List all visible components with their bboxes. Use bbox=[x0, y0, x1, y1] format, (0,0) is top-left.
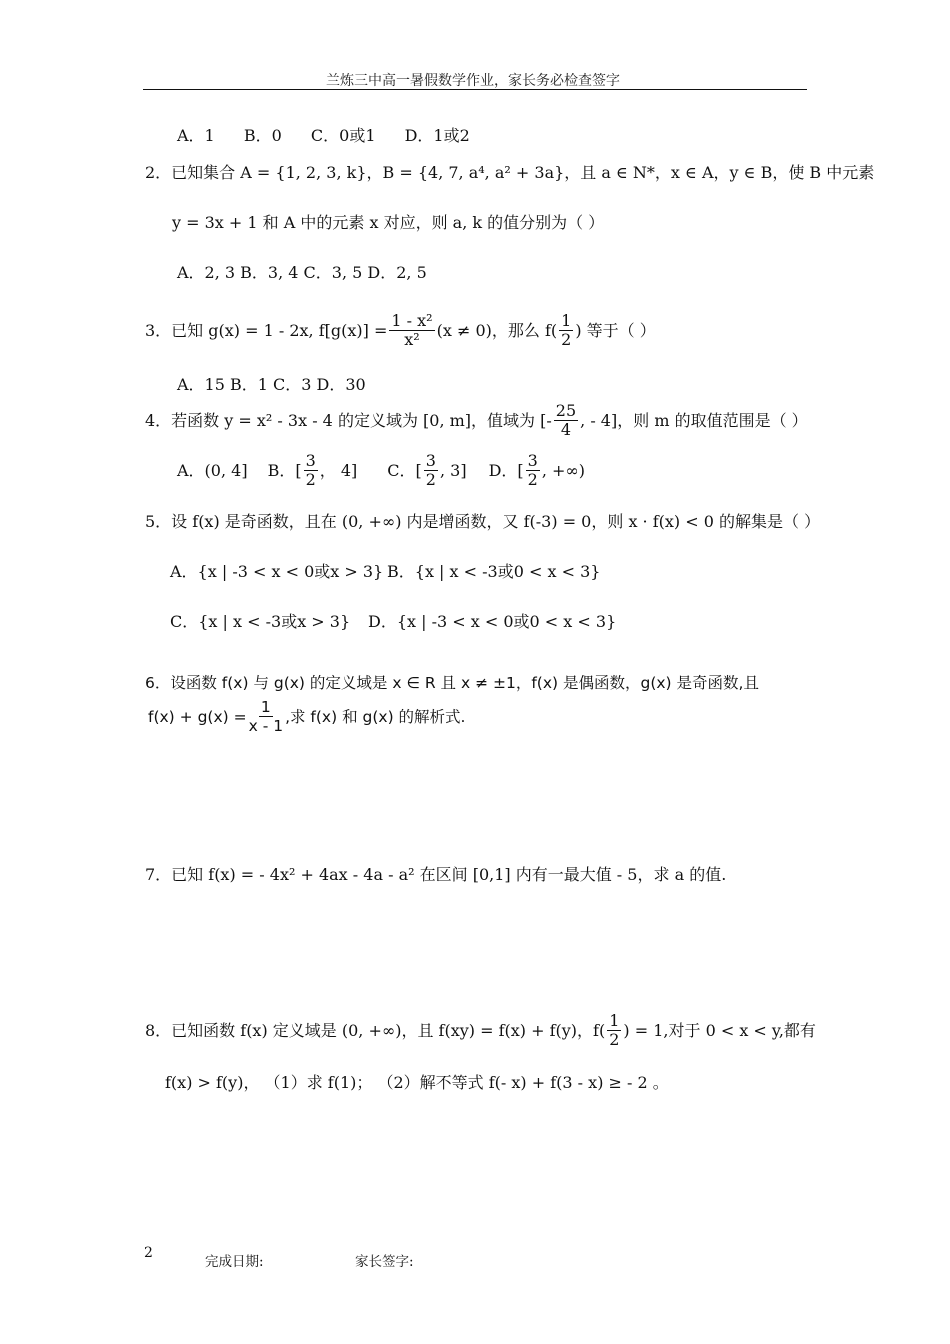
q5-option-b: B．{x | x < -3或0 < x < 3} bbox=[387, 562, 601, 581]
q4-option-d-num: 3 bbox=[527, 451, 538, 470]
page-header-title: 兰炼三中高一暑假数学作业，家长务必检查签字 bbox=[326, 73, 620, 89]
q1-option-b: B．0 bbox=[243, 126, 282, 145]
q3-fraction-denominator: x² bbox=[404, 330, 420, 349]
q5-stem: 5．设 f(x) 是奇函数，且在 (0, +∞) 内是增函数，又 f(-3) = 0，则 x · f(x) < 0 的解集是（ ） bbox=[145, 512, 821, 531]
q6-fraction-numerator: 1 bbox=[260, 698, 271, 716]
q1-option-c: C．0或1 bbox=[310, 126, 376, 145]
q4-option-c-pre: C．[ bbox=[387, 460, 422, 480]
header-rule bbox=[143, 89, 807, 90]
q4-option-d-post: , +∞) bbox=[541, 460, 585, 480]
q4-prefix: 4．若函数 y = x² - 3x - 4 的定义域为 [0, m]，值域为 [- bbox=[145, 410, 552, 430]
q4-suffix: , - 4]，则 m 的取值范围是（ ） bbox=[580, 410, 808, 430]
q5-option-c: C．{x | x < -3或x > 3} bbox=[170, 612, 351, 631]
q4-options bbox=[177, 452, 585, 489]
q4-option-b-num: 3 bbox=[305, 451, 316, 470]
q8-line1-prefix: 8．已知函数 f(x) 定义域是 (0, +∞)，且 f(xy) = f(x) + f(y)，f( bbox=[145, 1020, 606, 1040]
q8-half-fraction bbox=[607, 1012, 621, 1049]
q4-option-b-post: ， 4] bbox=[319, 460, 358, 480]
q8-stem-line1 bbox=[145, 1012, 816, 1049]
q8-stem-line2: f(x) > f(y)， （1）求 f(1)； （2）解不等式 f(- x) + f(3 - x) ≥ - 2 。 bbox=[165, 1073, 669, 1092]
q4-option-d-den: 2 bbox=[527, 470, 538, 489]
q4-option-c-den: 2 bbox=[425, 470, 436, 489]
q6-line2-prefix: f(x) + g(x) = bbox=[148, 707, 247, 726]
q6-stem-line1: 6．设函数 f(x) 与 g(x) 的定义域是 x ∈ R 且 x ≠ ±1，f(x) 是偶函数，g(x) 是奇函数,且 bbox=[145, 674, 759, 692]
completion-date-label: 完成日期: bbox=[205, 1254, 264, 1270]
q4-option-c-num: 3 bbox=[425, 451, 436, 470]
q3-options: A．15 B．1 C．3 D．30 bbox=[177, 375, 366, 394]
q8-half-denominator: 2 bbox=[609, 1030, 620, 1049]
q2-stem-line1: 2．已知集合 A = {1, 2, 3, k}，B = {4, 7, a⁴, a² + 3a}，且 a ∈ N*，x ∈ A，y ∈ B，使 B 中元素 bbox=[145, 163, 875, 182]
q3-half-fraction bbox=[559, 312, 573, 349]
q3-mid: (x ≠ 0)，那么 f( bbox=[436, 320, 558, 340]
q1-option-d: D．1或2 bbox=[404, 126, 470, 145]
q7-stem: 7．已知 f(x) = - 4x² + 4ax - 4a - a² 在区间 [0,1] 内有一最大值 - 5，求 a 的值. bbox=[145, 865, 727, 884]
q4-option-b-pre: B．[ bbox=[267, 460, 302, 480]
q3-fraction bbox=[389, 312, 434, 349]
parent-signature-label: 家长签字: bbox=[355, 1254, 414, 1270]
q6-line2-suffix: ,求 f(x) 和 g(x) 的解析式. bbox=[285, 707, 466, 726]
q1-options bbox=[177, 126, 470, 146]
q4-option-b-den: 2 bbox=[305, 470, 316, 489]
q4-fraction-denominator: 4 bbox=[560, 420, 572, 439]
q4-option-c-fraction bbox=[424, 452, 438, 489]
q3-half-denominator: 2 bbox=[561, 330, 572, 349]
q4-fraction-numerator: 25 bbox=[555, 401, 577, 420]
q5-option-d: D．{x | -3 < x < 0或0 < x < 3} bbox=[368, 612, 617, 631]
page-number: 2 bbox=[144, 1245, 153, 1261]
q3-stem bbox=[145, 312, 656, 349]
q3-half-numerator: 1 bbox=[561, 311, 572, 330]
q3-suffix: ) 等于（ ） bbox=[575, 320, 656, 340]
q2-stem-line2: y = 3x + 1 和 A 中的元素 x 对应，则 a, k 的值分别为（ ） bbox=[172, 213, 605, 232]
q3-prefix: 3．已知 g(x) = 1 - 2x, f[g(x)] = bbox=[145, 320, 388, 340]
q4-option-b-fraction bbox=[304, 452, 318, 489]
q3-fraction-numerator: 1 - x² bbox=[391, 311, 433, 330]
q4-option-c-post: , 3] bbox=[439, 460, 467, 480]
q4-option-a: A．(0, 4] bbox=[177, 460, 248, 480]
q1-option-a: A．1 bbox=[177, 126, 215, 145]
q2-options: A．2, 3 B．3, 4 C．3, 5 D．2, 5 bbox=[177, 263, 427, 282]
q6-stem-line2 bbox=[148, 698, 465, 735]
q4-option-b bbox=[268, 452, 358, 489]
q5-option-a: A．{x | -3 < x < 0或x > 3} bbox=[170, 562, 384, 581]
q6-fraction bbox=[249, 698, 283, 735]
q4-option-c bbox=[387, 452, 466, 489]
q4-option-d-fraction bbox=[526, 452, 540, 489]
q4-option-d bbox=[489, 452, 585, 489]
q4-option-d-pre: D．[ bbox=[488, 460, 524, 480]
q4-stem bbox=[145, 402, 808, 439]
q4-fraction bbox=[554, 402, 578, 439]
q6-fraction-denominator: x - 1 bbox=[248, 717, 284, 735]
q8-line1-suffix: ) = 1,对于 0 < x < y,都有 bbox=[623, 1020, 816, 1040]
q8-half-numerator: 1 bbox=[609, 1011, 620, 1030]
